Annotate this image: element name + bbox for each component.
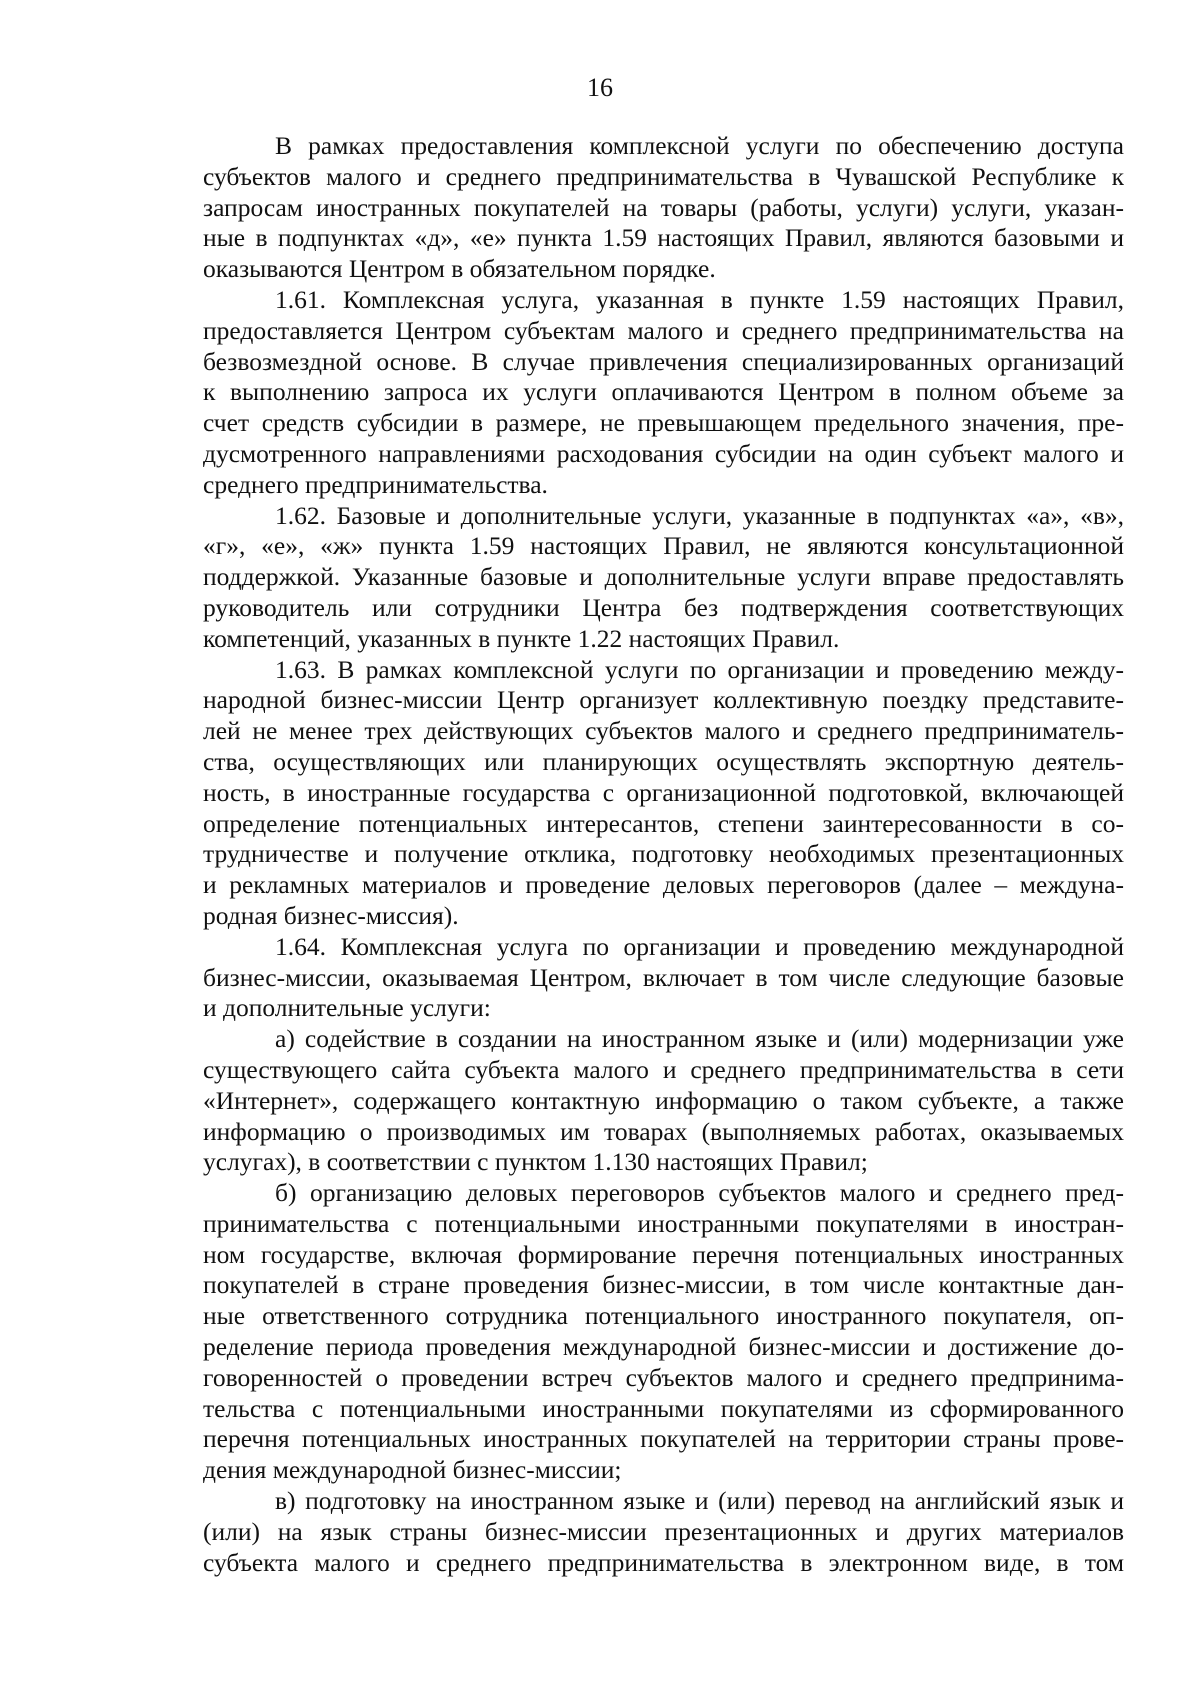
text-line: лей не менее трех действующих субъектов малого и среднего предприниматель- <box>203 716 1124 746</box>
text-line: в) подготовку на иностранном языке и (или) перевод на английский язык и <box>275 1486 1124 1516</box>
text-line: и рекламных материалов и проведение деловых переговоров (далее – междуна- <box>203 870 1124 900</box>
text-line: ные ответственного сотрудника потенциального иностранного покупателя, оп- <box>203 1301 1124 1331</box>
text-line: счет средств субсидии в размере, не превышающем предельного значения, пре- <box>203 408 1124 438</box>
paragraph-p-item-v <box>203 1486 1124 1578</box>
page-number: 16 <box>587 73 613 102</box>
paragraph-p-intro <box>203 131 1124 285</box>
text-line: к выполнению запроса их услуги оплачиваются Центром в полном объеме за <box>203 377 1124 407</box>
text-line: ства, осуществляющих или планирующих осуществлять экспортную деятель- <box>203 746 1124 776</box>
paragraph-p-1-61 <box>203 285 1124 501</box>
text-line: дусмотренного направлениями расходования субсидии на один субъект малого и <box>203 438 1124 468</box>
document-body <box>203 131 1124 1578</box>
text-line: информацию о производимых им товарах (выполняемых работах, оказываемых <box>203 1116 1124 1146</box>
text-line: ность, в иностранные государства с организационной подготовкой, включающей <box>203 777 1124 807</box>
text-line: предоставляется Центром субъектам малого и среднего предпринимательства на <box>203 315 1124 345</box>
text-line: субъектов малого и среднего предпринимательства в Чувашской Республике к <box>203 161 1124 191</box>
text-line: трудничестве и получение отклика, подготовку необходимых презентационных <box>203 839 1124 869</box>
text-line: ные в подпунктах «д», «е» пункта 1.59 настоящих Правил, являются базовыми и <box>203 223 1124 253</box>
text-line: компетенций, указанных в пункте 1.22 настоящих Правил. <box>203 623 840 653</box>
text-line: родная бизнес-миссия). <box>203 900 459 930</box>
paragraph-p-item-b <box>203 1178 1124 1486</box>
paragraph-p-item-a <box>203 1024 1124 1178</box>
text-line: тельства с потенциальными иностранными покупателями из сформированного <box>203 1393 1124 1423</box>
text-line: (или) на язык страны бизнес-миссии презентационных и других материалов <box>203 1516 1124 1546</box>
text-line: безвозмездной основе. В случае привлечения специализированных организаций <box>203 346 1124 376</box>
text-line: а) содействие в создании на иностранном языке и (или) модернизации уже <box>275 1024 1124 1054</box>
paragraph-p-1-62 <box>203 501 1124 655</box>
text-line: бизнес-миссии, оказываемая Центром, включает в том числе следующие базовые <box>203 962 1124 992</box>
text-line: принимательства с потенциальными иностранными покупателями в иностран- <box>203 1208 1124 1238</box>
text-line: 1.63. В рамках комплексной услуги по организации и проведению между- <box>275 654 1124 684</box>
text-line: народной бизнес-миссии Центр организует коллективную поездку представите- <box>203 685 1124 715</box>
text-line: 1.62. Базовые и дополнительные услуги, указанные в подпунктах «а», «в», <box>275 500 1124 530</box>
text-line: существующего сайта субъекта малого и среднего предпринимательства в сети <box>203 1054 1124 1084</box>
text-line: оказываются Центром в обязательном порядке. <box>203 254 716 284</box>
text-line: 1.61. Комплексная услуга, указанная в пункте 1.59 настоящих Правил, <box>275 284 1124 314</box>
text-line: субъекта малого и среднего предпринимательства в электронном виде, в том <box>203 1547 1124 1577</box>
text-line: «г», «е», «ж» пункта 1.59 настоящих Правил, не являются консультационной <box>203 531 1124 561</box>
text-line: определение потенциальных интересантов, степени заинтересованности в со- <box>203 808 1124 838</box>
text-line: среднего предпринимательства. <box>203 469 548 499</box>
text-line: услугах), в соответствии с пунктом 1.130 настоящих Правил; <box>203 1147 868 1177</box>
text-line: перечня потенциальных иностранных покупателей на территории страны прове- <box>203 1424 1124 1454</box>
text-line: В рамках предоставления комплексной услуги по обеспечению доступа <box>275 131 1124 160</box>
text-line: и дополнительные услуги: <box>203 993 491 1023</box>
text-line: ном государстве, включая формирование перечня потенциальных иностранных <box>203 1239 1124 1269</box>
paragraph-p-1-63 <box>203 655 1124 932</box>
text-line: поддержкой. Указанные базовые и дополнительные услуги вправе предоставлять <box>203 562 1124 592</box>
text-line: руководитель или сотрудники Центра без подтверждения соответствующих <box>203 592 1124 622</box>
text-line: дения международной бизнес-миссии; <box>203 1455 622 1485</box>
text-line: покупателей в стране проведения бизнес-миссии, в том числе контактные дан- <box>203 1270 1124 1300</box>
text-line: говоренностей о проведении встреч субъектов малого и среднего предпринима- <box>203 1362 1124 1392</box>
text-line: 1.64. Комплексная услуга по организации и проведению международной <box>275 931 1124 961</box>
text-line: ределение периода проведения международной бизнес-миссии и достижение до- <box>203 1332 1124 1362</box>
text-line: «Интернет», содержащего контактную информацию о таком субъекте, а также <box>203 1085 1124 1115</box>
paragraph-p-1-64 <box>203 932 1124 1024</box>
text-line: запросам иностранных покупателей на товары (работы, услуги) услуги, указан- <box>203 192 1124 222</box>
text-line: б) организацию деловых переговоров субъектов малого и среднего пред- <box>275 1178 1124 1208</box>
